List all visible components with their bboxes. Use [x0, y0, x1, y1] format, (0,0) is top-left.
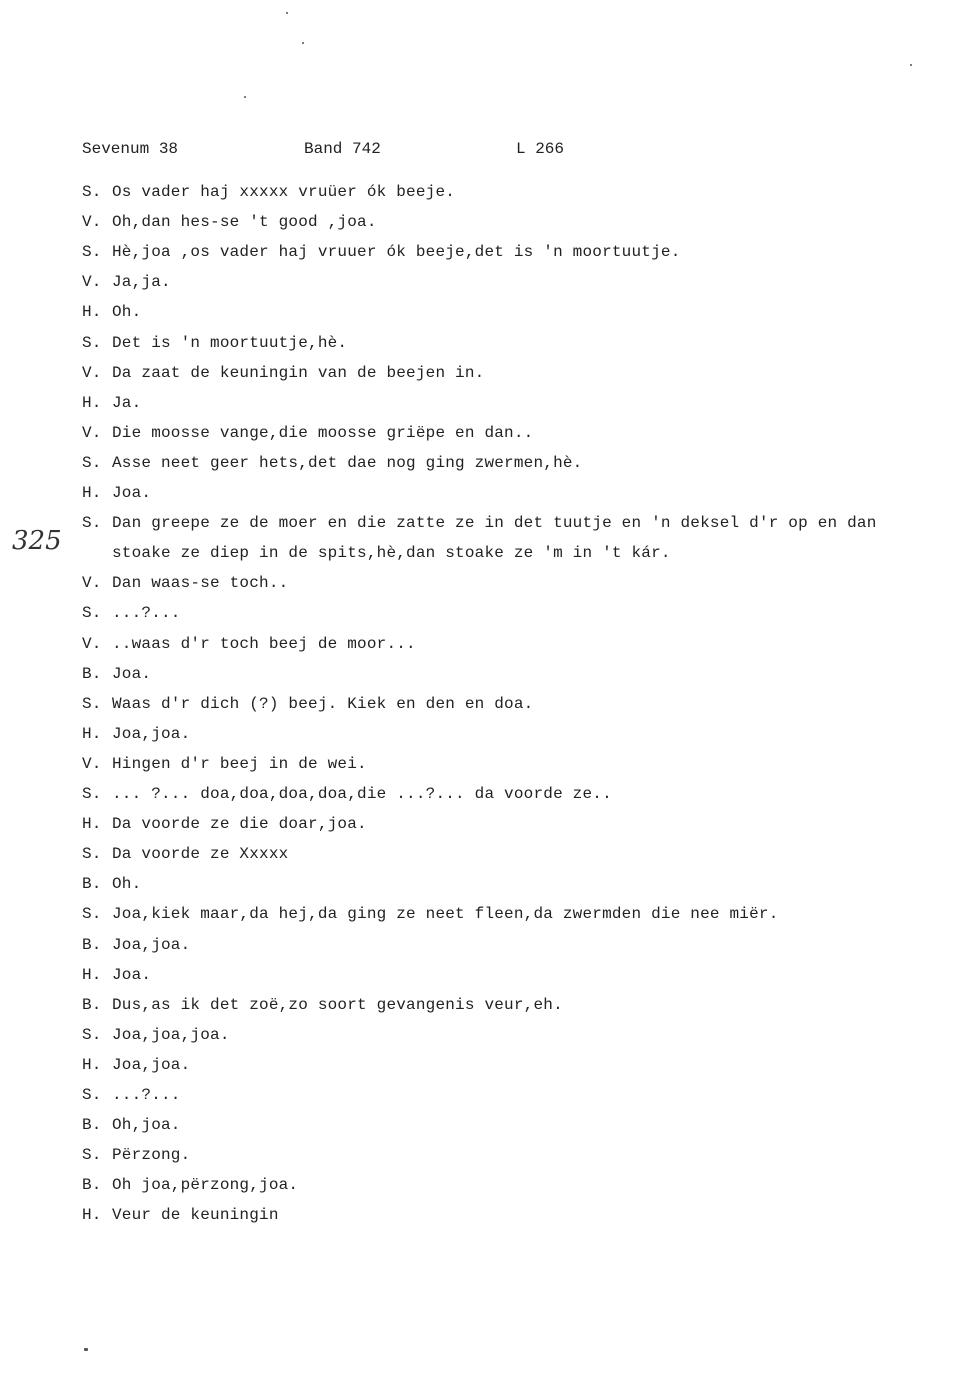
line-text: Waas d'r dich (?) beej. Kiek en den en doa. [112, 694, 534, 713]
speaker-label: V. [82, 423, 102, 442]
transcript-line [82, 635, 416, 653]
transcript-line [82, 936, 190, 954]
transcript-line [82, 243, 681, 261]
transcript-line [82, 665, 151, 683]
transcript-line [82, 725, 190, 743]
line-text: Dan greepe ze de moer en die zatte ze in det tuutje en 'n deksel d'r op en dan [112, 514, 877, 533]
line-text: ...?... [112, 604, 181, 623]
line-text: ... ?... doa,doa,doa,doa,die ...?... da voorde ze.. [112, 785, 612, 803]
speaker-label: S. [82, 243, 102, 262]
speaker-label: V. [82, 273, 102, 292]
line-text: Përzong. [112, 1146, 191, 1165]
transcript-line [82, 514, 877, 532]
speaker-label: S. [82, 514, 102, 533]
speaker-label: S. [82, 1025, 102, 1044]
speaker-label: B. [82, 995, 102, 1014]
line-text: Oh. [112, 875, 142, 894]
transcript-line [82, 1176, 298, 1194]
speck [910, 64, 912, 66]
line-text: Dus,as ik det zoë,zo soort gevangenis veur,eh. [112, 995, 563, 1014]
transcript-line [82, 785, 612, 803]
transcript-line [82, 574, 288, 592]
speaker-label: H. [82, 484, 102, 502]
speck [286, 12, 288, 14]
header-code: L 266 [516, 140, 565, 158]
speaker-label: V. [82, 574, 102, 593]
speck [84, 1348, 88, 1351]
speaker-label: B. [82, 664, 102, 683]
transcript-line [82, 1086, 181, 1104]
line-text: Joa,joa. [112, 935, 191, 954]
speaker-label: S. [82, 845, 102, 864]
speck [244, 96, 246, 98]
transcript-line [82, 1026, 230, 1044]
line-text: Joa. [112, 484, 152, 502]
transcript-line [82, 334, 347, 352]
transcript-line [82, 303, 141, 321]
transcript-line [82, 213, 377, 231]
speaker-label: H. [82, 1055, 102, 1074]
line-text: Da voorde ze Xxxxx [112, 845, 289, 864]
line-text: Oh. [112, 303, 142, 322]
speaker-label: H. [82, 303, 102, 322]
speaker-label: S. [82, 453, 102, 472]
speaker-label: S. [82, 1146, 102, 1165]
speck [302, 42, 304, 44]
line-text: Ja,ja. [112, 273, 171, 292]
transcript-line [82, 544, 671, 562]
speaker-label: V. [82, 213, 102, 232]
speaker-label: H. [82, 393, 102, 412]
transcript-line [82, 1116, 181, 1134]
speaker-label: V. [82, 754, 102, 773]
line-text: Joa,kiek maar,da hej,da ging ze neet fleen,da zwermden die nee miër. [112, 905, 779, 924]
transcript-line [82, 484, 151, 502]
margin-note: 325 [12, 526, 62, 556]
line-text: Die moosse vange,die moosse griëpe en dan.. [112, 423, 534, 442]
line-text: Joa,joa. [112, 1055, 191, 1074]
speaker-label: B. [82, 875, 102, 894]
line-text: Oh,joa. [112, 1116, 181, 1135]
line-text: Joa,joa. [112, 724, 191, 743]
line-text: Oh,dan hes-se 't good ,joa. [112, 213, 377, 232]
header-place: Sevenum 38 [82, 140, 179, 158]
speaker-label: S. [82, 1086, 102, 1104]
speaker-label: H. [82, 965, 102, 984]
line-text: Da zaat de keuningin van de beejen in. [112, 363, 485, 382]
transcript-line [82, 905, 779, 923]
line-text: Det is 'n moortuutje,hè. [112, 333, 348, 352]
line-text: Asse neet geer hets,det dae nog ging zwermen,hè. [112, 453, 583, 472]
transcript-line [82, 364, 484, 382]
transcript-line [82, 394, 141, 412]
line-text: Joa,joa,joa. [112, 1025, 230, 1044]
transcript-line [82, 454, 582, 472]
header-band: Band 742 [304, 140, 381, 158]
transcript-line [82, 845, 288, 863]
speaker-label: S. [82, 333, 102, 352]
transcript-line [82, 604, 181, 622]
transcript-line [82, 755, 367, 773]
line-text: Dan waas-se toch.. [112, 574, 289, 593]
line-text: Joa. [112, 664, 152, 683]
speaker-label: H. [82, 815, 102, 834]
line-text: Ja. [112, 393, 142, 412]
speaker-label: B. [82, 1176, 102, 1195]
line-text: Os vader haj xxxxx vruüer ók beeje. [112, 183, 456, 201]
transcript-line [82, 1146, 190, 1164]
speaker-label: B. [82, 935, 102, 954]
transcript-line [82, 996, 563, 1014]
transcript-line [82, 966, 151, 984]
speaker-label: S. [82, 785, 102, 803]
speaker-label: S. [82, 604, 102, 623]
line-text: Hè,joa ,os vader haj vruuer ók beeje,det is 'n moortuutje. [112, 243, 681, 262]
line-text: Hingen d'r beej in de wei. [112, 754, 367, 773]
transcript-line [82, 1056, 190, 1074]
line-text: Veur de keuningin [112, 1206, 279, 1225]
speaker-label: S. [82, 183, 102, 201]
speaker-label: H. [82, 1206, 102, 1225]
line-text: Oh joa,përzong,joa. [112, 1176, 299, 1195]
transcript-line [82, 1206, 279, 1224]
speaker-label: S. [82, 694, 102, 713]
speaker-label: V. [82, 634, 102, 653]
speaker-label: V. [82, 363, 102, 382]
transcript-line [82, 273, 171, 291]
transcript-line [82, 875, 141, 893]
line-text: Joa. [112, 965, 152, 984]
transcript-line [82, 815, 367, 833]
speaker-label: S. [82, 905, 102, 924]
line-text: ...?... [112, 1086, 181, 1104]
speaker-label: H. [82, 724, 102, 743]
speaker-label: B. [82, 1116, 102, 1135]
transcript-line [82, 695, 533, 713]
transcript-line [82, 424, 533, 442]
line-text: Da voorde ze die doar,joa. [112, 815, 367, 834]
line-text: ..waas d'r toch beej de moor... [112, 634, 416, 653]
line-text: stoake ze diep in de spits,hè,dan stoake ze 'm in 't kár. [112, 544, 671, 563]
transcript-line [82, 183, 455, 201]
